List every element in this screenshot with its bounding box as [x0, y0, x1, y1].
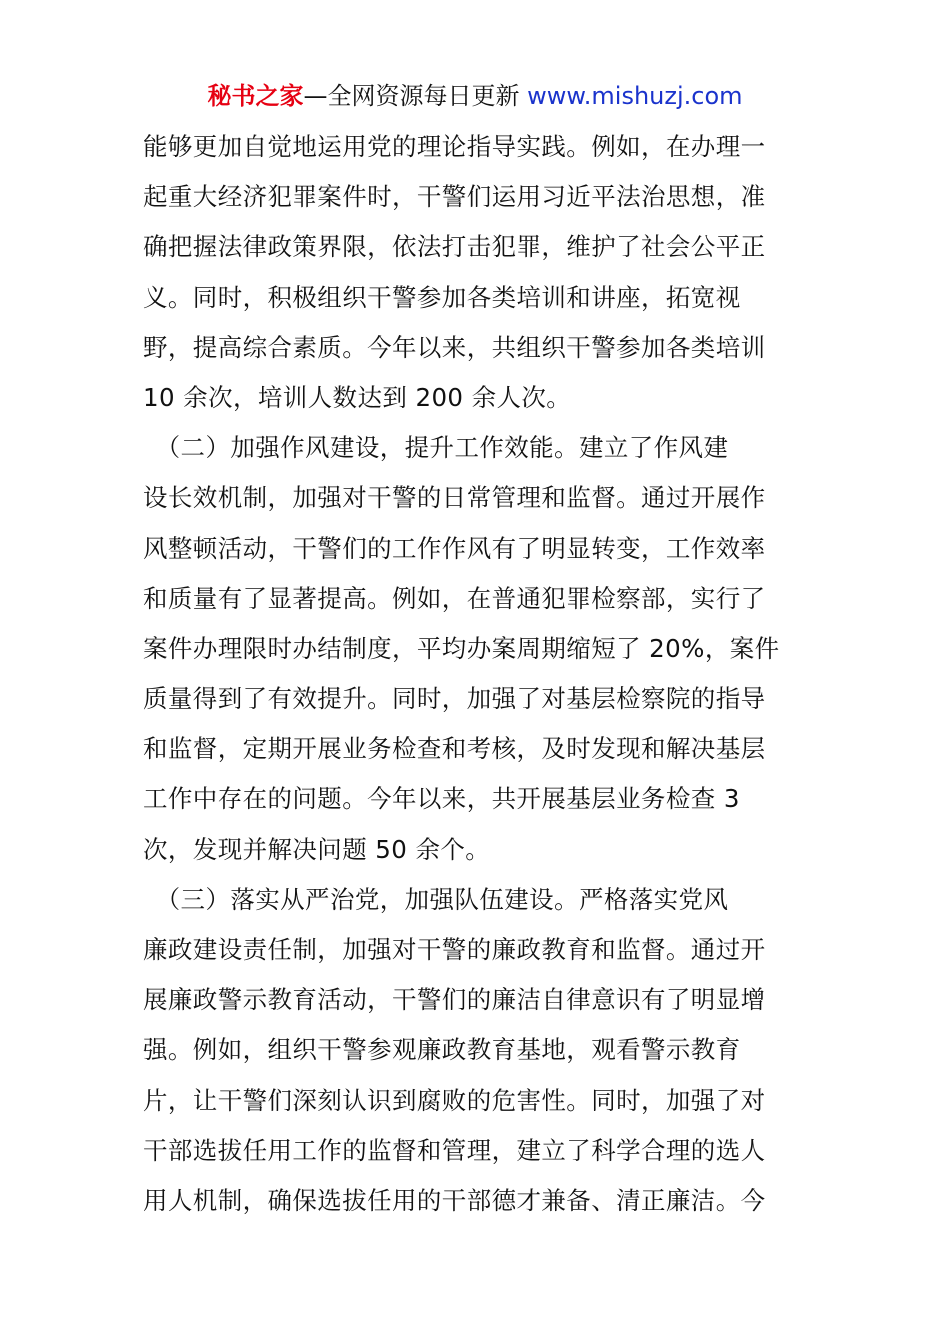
- text-line: 设长效机制，加强对干警的日常管理和监督。通过开展作: [143, 483, 766, 513]
- site-url-link[interactable]: www.mishuzj.com: [527, 82, 743, 110]
- text-line: 能够更加自觉地运用党的理论指导实践。例如，在办理一: [143, 132, 766, 161]
- text-line: 用人机制，确保选拔任用的干部德才兼备、清正廉洁。今: [143, 1185, 766, 1215]
- site-tagline: —全网资源每日更新: [303, 82, 520, 110]
- text-line: 风整顿活动，干警们的工作作风有了明显转变，工作效率: [143, 533, 766, 563]
- text-line: 片，让干警们深刻认识到腐败的危害性。同时，加强了对: [143, 1085, 766, 1115]
- text-line: 展廉政警示教育活动，干警们的廉洁自律意识有了明显增: [143, 985, 766, 1015]
- text-line: 10 余次，培训人数达到 200 余人次。: [143, 382, 572, 412]
- site-header: [0, 80, 950, 112]
- text-line: 强。例如，组织干警参观廉政教育基地，观看警示教育: [143, 1035, 741, 1065]
- text-line: 案件办理限时办结制度，平均办案周期缩短了 20%，案件: [143, 633, 780, 663]
- text-line: 干部选拔任用工作的监督和管理，建立了科学合理的选人: [143, 1135, 766, 1165]
- text-line: 确把握法律政策界限，依法打击犯罪，维护了社会公平正: [143, 232, 766, 262]
- text-line: （三）落实从严治党，加强队伍建设。严格落实党风: [143, 884, 729, 914]
- text-line: 质量得到了有效提升。同时，加强了对基层检察院的指导: [143, 684, 766, 714]
- site-brand: 秘书之家: [207, 82, 304, 110]
- text-line: 野，提高综合素质。今年以来，共组织干警参加各类培训: [143, 332, 766, 362]
- text-line: 起重大经济犯罪案件时，干警们运用习近平法治思想，准: [143, 182, 766, 212]
- document-body: [143, 122, 809, 1226]
- text-line: （二）加强作风建设，提升工作效能。建立了作风建: [143, 433, 729, 463]
- text-line: 义。同时，积极组织干警参加各类培训和讲座，拓宽视: [143, 282, 741, 312]
- text-line: 廉政建设责任制，加强对干警的廉政教育和监督。通过开: [143, 935, 766, 964]
- text-line: 工作中存在的问题。今年以来，共开展基层业务检查 3: [143, 784, 740, 814]
- text-line: 和质量有了显著提高。例如，在普通犯罪检察部，实行了: [143, 583, 766, 613]
- text-line: 次，发现并解决问题 50 余个。: [143, 834, 491, 864]
- text-line: 和监督，定期开展业务检查和考核，及时发现和解决基层: [143, 734, 766, 764]
